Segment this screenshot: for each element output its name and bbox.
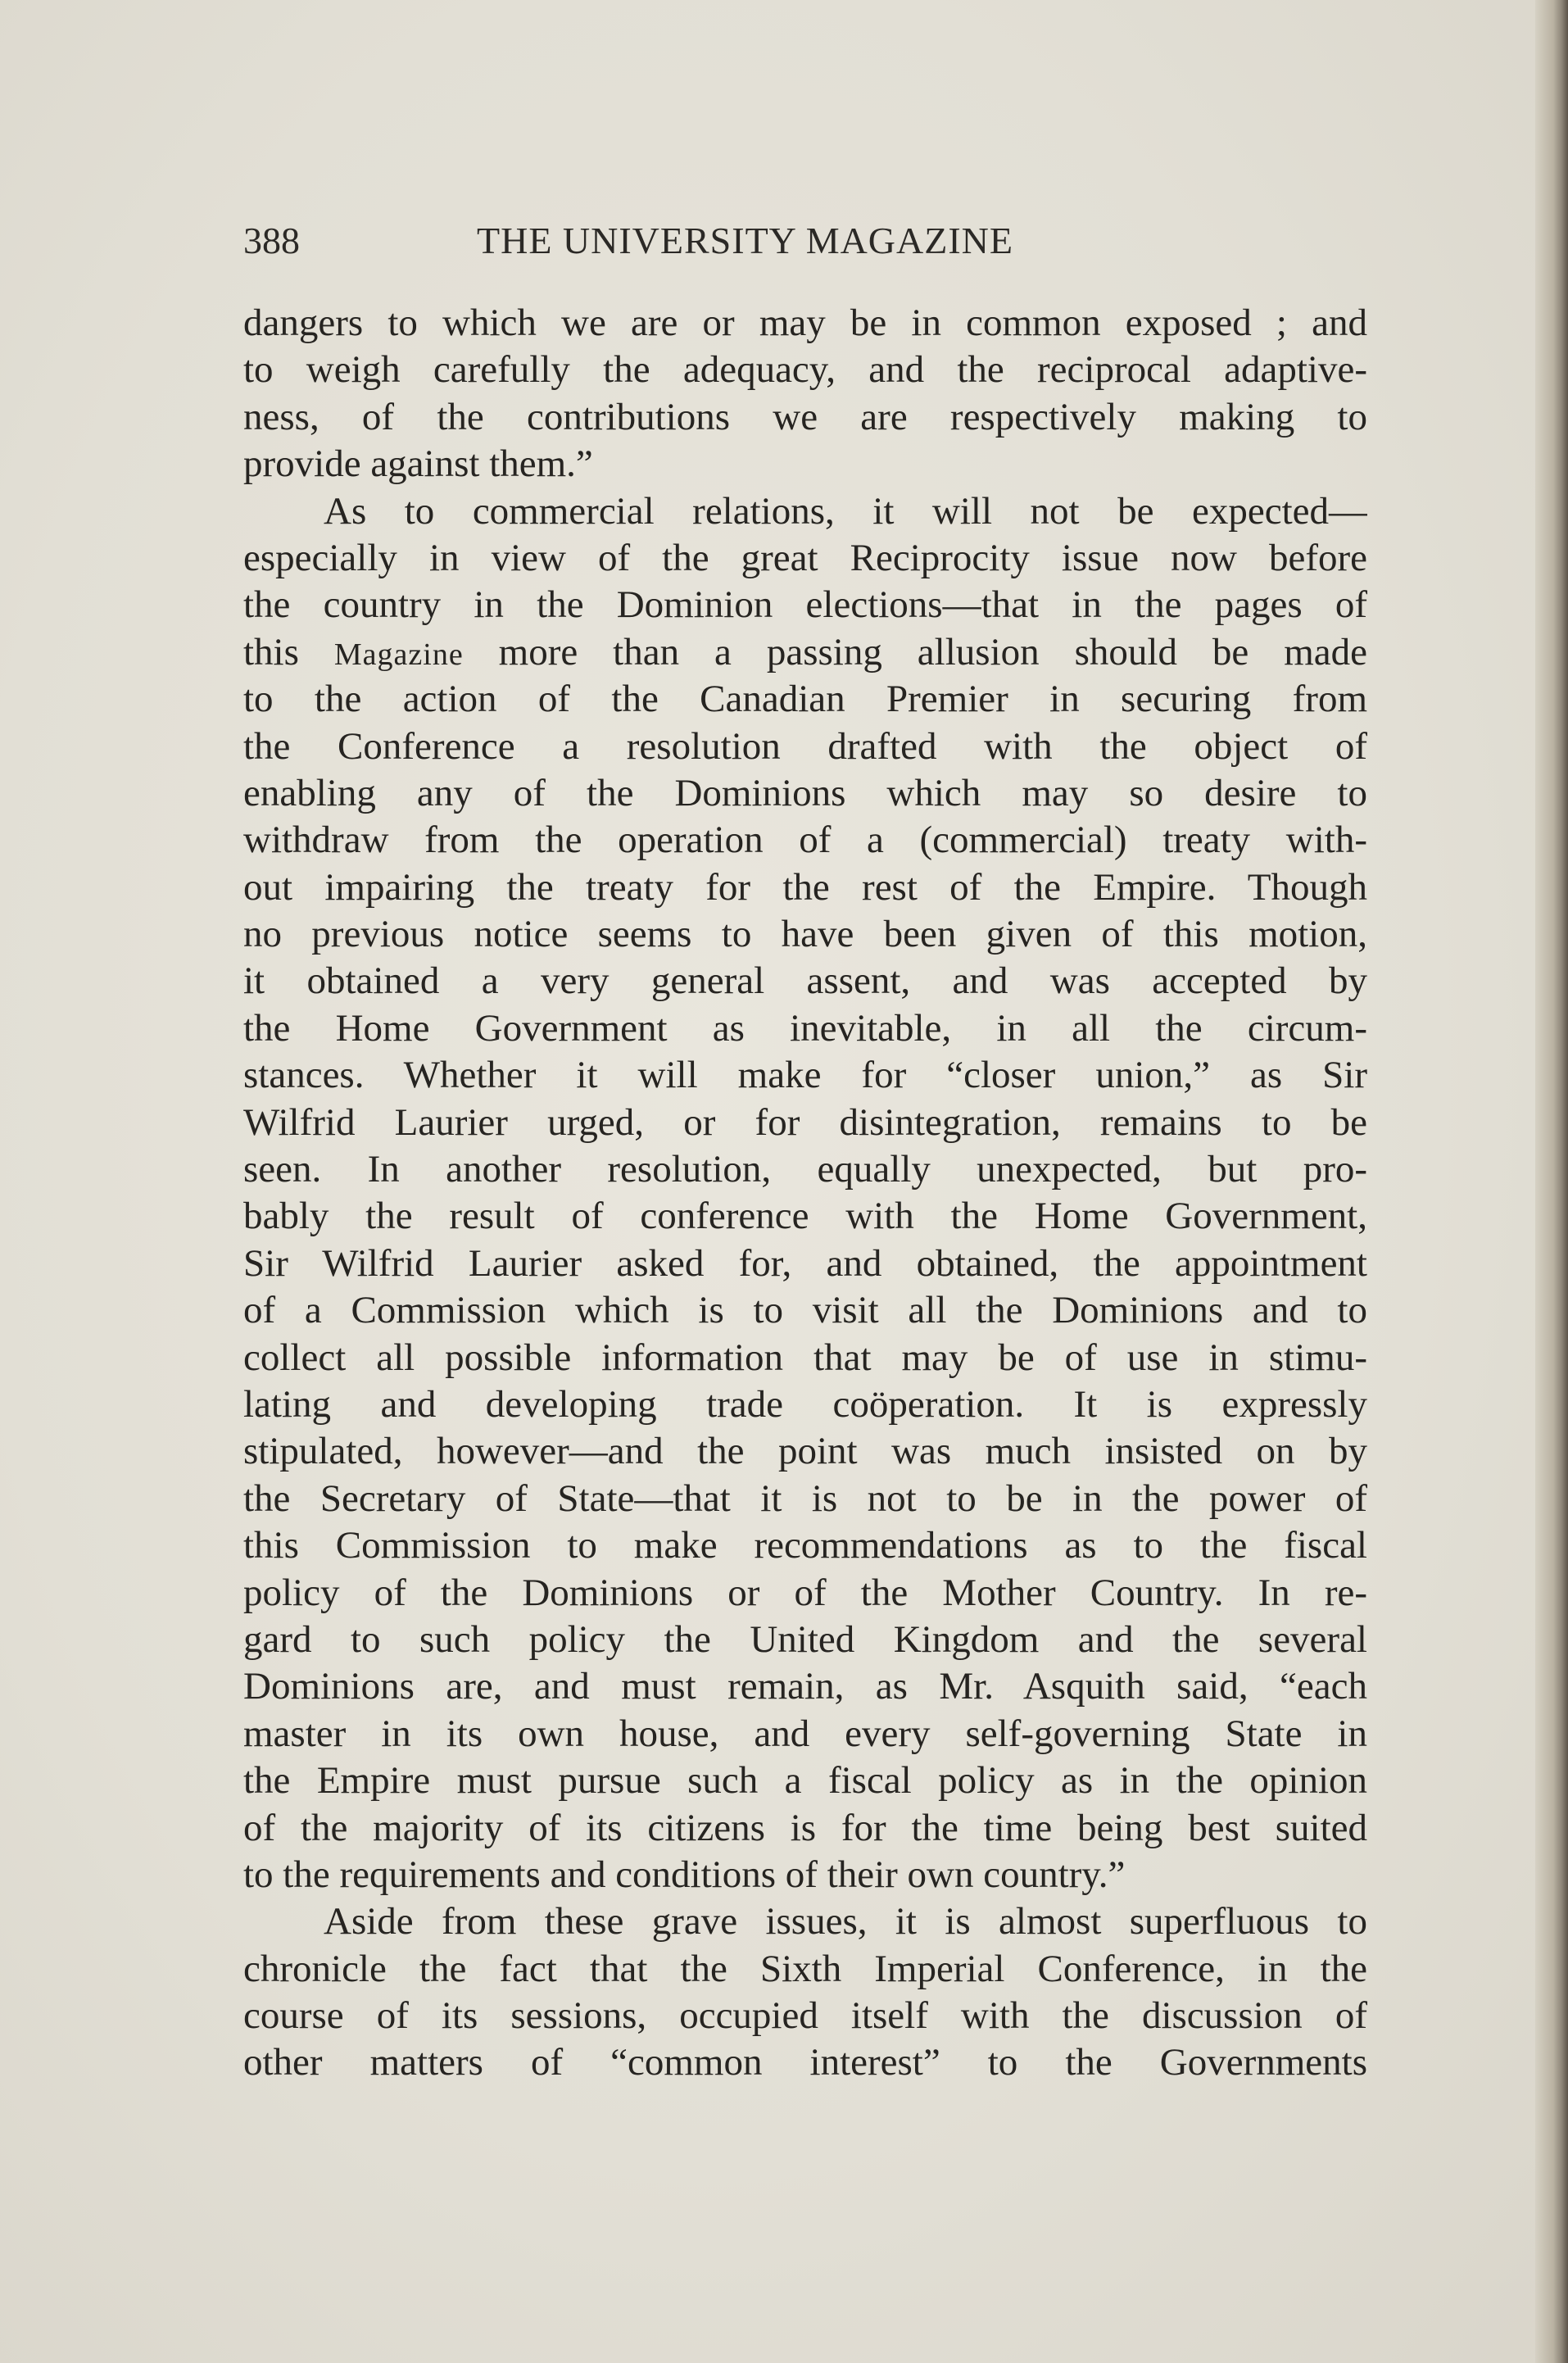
page-edge-shadow <box>1535 0 1568 2363</box>
text-line: master in its own house, and every self-governing State in <box>243 1712 1367 1755</box>
running-header <box>243 215 1112 267</box>
paragraph-3 <box>243 1898 1367 2087</box>
text-line: course of its sessions, occupied itself with the discussion of <box>243 1994 1367 2038</box>
text-line: the country in the Dominion elections—that in the pages of <box>243 583 1367 627</box>
text-line: Aside from these grave issues, it is almost superfluous to <box>324 1900 1367 1943</box>
text-line: withdraw from the operation of a (commercial) treaty with- <box>243 819 1367 862</box>
text-line: stances. Whether it will make for “closer union,” as Sir <box>243 1054 1367 1097</box>
text-line: the Secretary of State—that it is not to be in the power of <box>243 1476 1367 1520</box>
text-segment: more than a passing allusion should be made <box>463 630 1367 674</box>
text-line: lating and developing trade coöperation. It is expressly <box>243 1382 1367 1426</box>
paragraph-1 <box>243 300 1367 488</box>
text-line: it obtained a very general assent, and was accepted by <box>243 959 1367 1003</box>
paragraph-2 <box>243 488 1367 1899</box>
page-number: 388 <box>243 220 300 261</box>
text-line: the Empire must pursue such a fiscal policy as in the opinion <box>243 1759 1367 1803</box>
text-line: ness, of the contributions we are respectively making to <box>243 395 1367 438</box>
text-line: of the majority of its citizens is for the time being best suited <box>243 1806 1367 1849</box>
text-line: of a Commission which is to visit all the Dominions and to <box>243 1289 1367 1332</box>
text-line: collect all possible information that may be of use in stimu- <box>243 1336 1367 1379</box>
text-line: Sir Wilfrid Laurier asked for, and obtained, the appointment <box>243 1241 1367 1285</box>
small-caps-title: Magazine <box>333 637 464 672</box>
text-line: the Home Government as inevitable, in all the circum- <box>243 1006 1367 1050</box>
text-line: this Commission to make recommendations as to the fiscal <box>243 1524 1367 1567</box>
text-line: no previous notice seems to have been given of this motion, <box>243 913 1367 956</box>
text-line: seen. In another resolution, equally unexpected, but pro- <box>243 1148 1367 1191</box>
text-line: gard to such policy the United Kingdom and the several <box>243 1617 1367 1661</box>
text-line: other matters of “common interest” to the Governments <box>243 2041 1367 2084</box>
text-line: enabling any of the Dominions which may so desire to <box>243 771 1367 814</box>
text-line: Wilfrid Laurier urged, or for disintegration, remains to be <box>243 1100 1367 1144</box>
text-line: to weigh carefully the adequacy, and the reciprocal adaptive- <box>243 348 1367 392</box>
text-line: As to commercial relations, it will not be expected— <box>324 489 1367 533</box>
text-line: stipulated, however—and the point was much insisted on by <box>243 1430 1367 1473</box>
running-title: THE UNIVERSITY MAGAZINE <box>477 220 1013 261</box>
text-line: policy of the Dominions or of the Mother Country. In re- <box>243 1571 1367 1614</box>
text-line: to the requirements and conditions of their own country.” <box>243 1853 1126 1896</box>
text-line: especially in view of the great Reciprocity issue now before <box>243 536 1367 579</box>
text-line-magazine <box>243 629 1367 676</box>
text-line: the Conference a resolution drafted with the object of <box>243 724 1367 768</box>
text-line: chronicle the fact that the Sixth Imperial Conference, in the <box>243 1947 1367 1990</box>
text-line: provide against them.” <box>243 442 593 486</box>
text-segment: this <box>243 630 334 674</box>
body-text <box>243 300 1367 2087</box>
text-line: to the action of the Canadian Premier in securing from <box>243 678 1367 721</box>
text-line: out impairing the treaty for the rest of the Empire. Though <box>243 865 1367 909</box>
text-line: dangers to which we are or may be in common exposed ; and <box>243 302 1367 344</box>
text-line: bably the result of conference with the Home Government, <box>243 1195 1367 1238</box>
text-line: Dominions are, and must remain, as Mr. Asquith said, “each <box>243 1665 1367 1708</box>
